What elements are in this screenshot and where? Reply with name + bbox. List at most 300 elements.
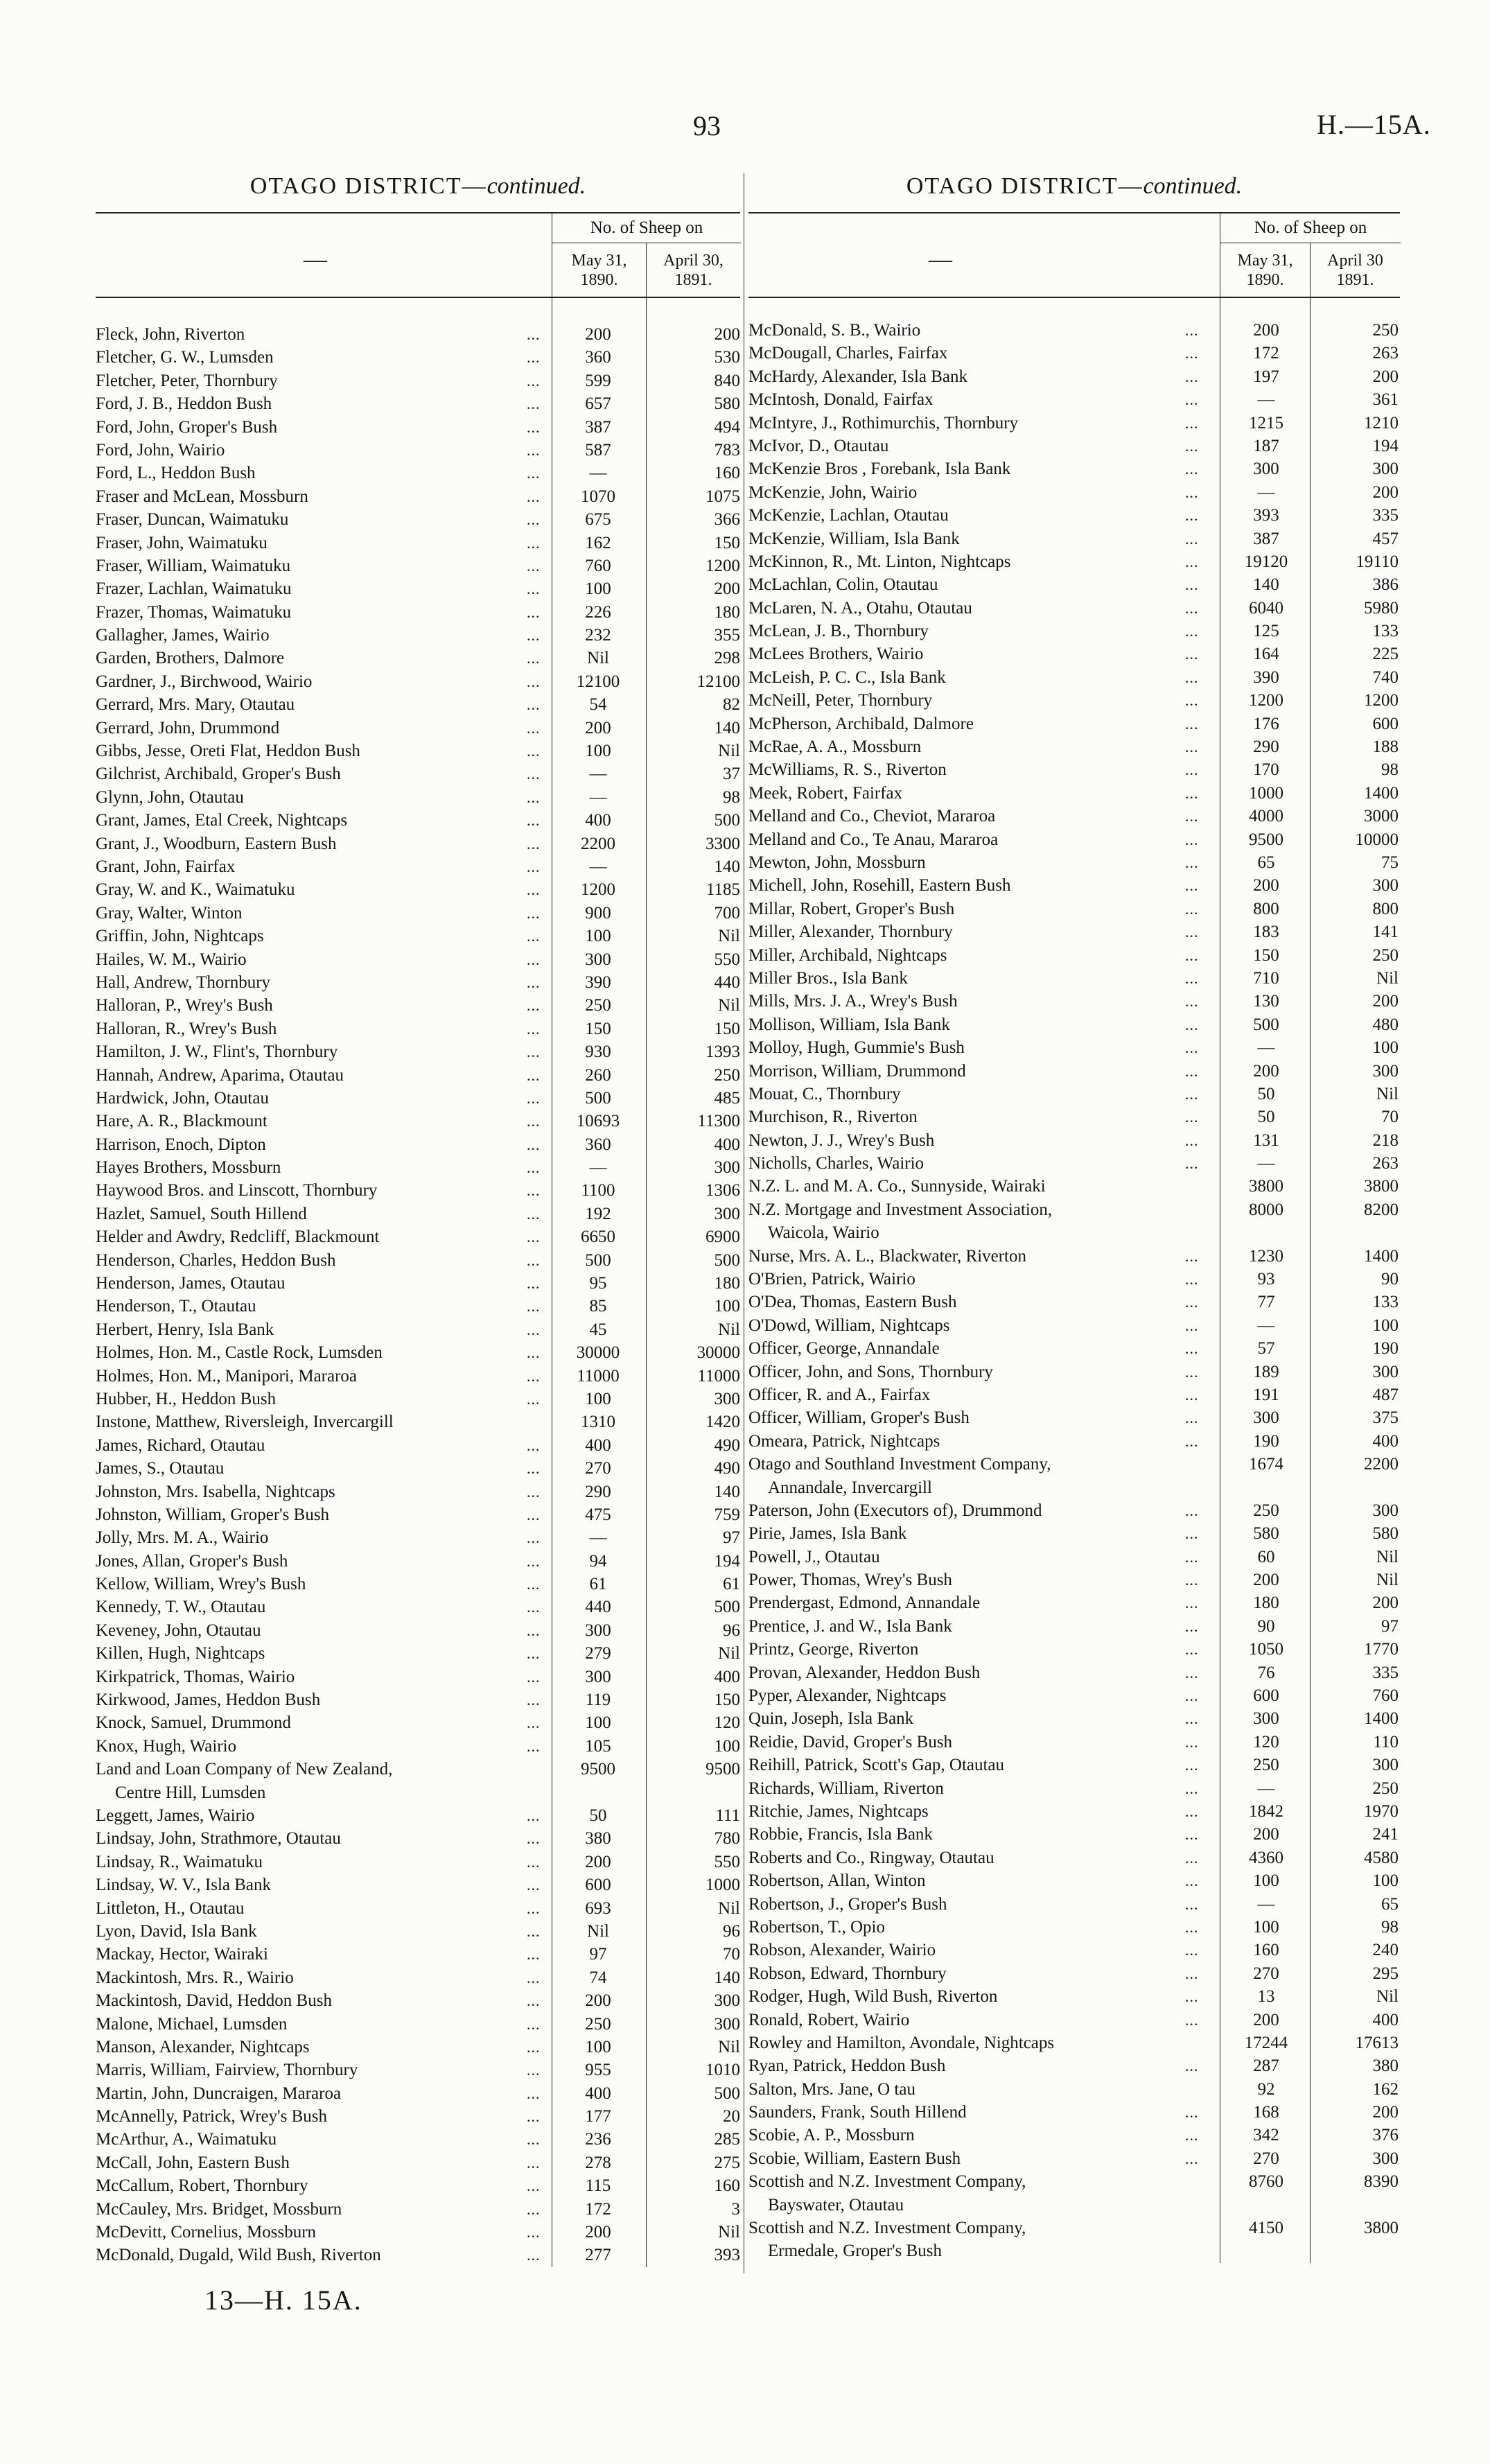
owner-name: Meek, Robert, Fairfax [748, 783, 903, 803]
sheep-count-1890: 13 [1257, 1987, 1275, 2007]
sheep-count-1890: 50 [1257, 1108, 1275, 1127]
owner-name: Ryan, Patrick, Heddon Bush [748, 2056, 946, 2076]
owner-name: Manson, Alexander, Nightcaps [96, 2037, 310, 2056]
sheep-count-1890: 65 [1257, 853, 1275, 872]
table-row [96, 1642, 740, 1665]
sheep-count-1890: 250 [585, 996, 611, 1015]
sheep-count-1891: 1306 [705, 1181, 740, 1200]
sheep-count-1890: 1050 [1249, 1640, 1283, 1659]
table-row [96, 1064, 740, 1087]
leader-dots: ... [1185, 1363, 1199, 1381]
owner-name: McLaren, N. A., Otahu, Otautau [748, 598, 972, 618]
leader-dots: ... [527, 1320, 541, 1338]
sheep-count-1891: 90 [1381, 1270, 1399, 1289]
owner-name: Fraser and McLean, Mossburn [96, 487, 308, 506]
sheep-count-1890: 85 [589, 1297, 607, 1316]
owner-name: Millar, Robert, Groper's Bush [748, 899, 955, 918]
leader-dots: ... [527, 1968, 541, 1986]
sheep-count-1891: 300 [1372, 460, 1399, 479]
leader-dots: ... [1185, 1826, 1199, 1844]
table-row [96, 1410, 740, 1433]
owner-name: Hailes, W. M., Wairio [96, 950, 247, 969]
sheep-count-1890: 760 [585, 556, 611, 575]
owner-name: Jolly, Mrs. M. A., Wairio [96, 1528, 269, 1548]
owner-name: Grant, John, Fairfax [96, 857, 236, 876]
sheep-count-1890: — [589, 764, 607, 784]
table-row [748, 2101, 1400, 2124]
owner-name: Scottish and N.Z. Investment Company, [748, 2219, 1026, 2238]
sheep-count-1891: 700 [714, 903, 740, 923]
owner-name: Rodger, Hugh, Wild Bush, Riverton [748, 1987, 998, 2007]
leader-dots: ... [1185, 692, 1199, 710]
sheep-count-1891: 150 [714, 1690, 740, 1710]
owner-name: Quin, Joseph, Isla Bank [748, 1709, 914, 1729]
sheep-count-1890: 1000 [1249, 783, 1283, 803]
sheep-count-1891: 780 [714, 1829, 740, 1849]
leader-dots: ... [1185, 784, 1199, 802]
sheep-count-1891: 19110 [1356, 552, 1399, 571]
sheep-count-1891: 12100 [696, 672, 740, 691]
leader-dots: ... [527, 904, 541, 922]
sheep-count-1890: 9500 [581, 1760, 615, 1779]
sheep-count-1891: 17613 [1355, 2033, 1399, 2052]
sheep-count-1891: 400 [714, 1135, 740, 1154]
leader-dots: ... [527, 1505, 541, 1523]
sheep-count-1890: 1200 [581, 880, 615, 900]
table-row [748, 1707, 1400, 1730]
table-row [748, 782, 1400, 805]
sheep-count-1890: 115 [585, 2176, 611, 2196]
table-row [96, 1873, 740, 1896]
table-row [748, 805, 1400, 828]
owner-name: Omeara, Patrick, Nightcaps [748, 1431, 940, 1451]
sheep-count-1890: 12100 [576, 672, 620, 691]
leader-dots: ... [527, 2246, 541, 2264]
sheep-count-1890: 100 [585, 1713, 611, 1733]
sheep-count-1890: 4360 [1249, 1848, 1283, 1867]
sheep-count-1890: 77 [1257, 1293, 1275, 1312]
leader-dots: ... [1185, 460, 1199, 478]
sheep-count-1890: 125 [1253, 622, 1279, 641]
sheep-count-1891: 1400 [1364, 1246, 1399, 1266]
owner-name: Henderson, James, Otautau [96, 1274, 286, 1293]
sheep-count-1890: 232 [585, 626, 611, 645]
sheep-count-1890: 61 [589, 1575, 607, 1594]
sheep-count-1891: Nil [1376, 1084, 1399, 1103]
leader-dots: ... [1185, 2011, 1199, 2029]
table-row [748, 1591, 1400, 1614]
table-row [748, 1175, 1400, 1198]
table-row [748, 1546, 1400, 1569]
left-title-italic: continued. [487, 173, 586, 199]
table-row [96, 855, 740, 878]
owner-name: Morrison, William, Drummond [748, 1061, 966, 1081]
table-row [96, 577, 740, 600]
sheep-count-1891: 1000 [705, 1876, 740, 1895]
leader-dots: ... [1185, 552, 1199, 570]
owner-name: Gilchrist, Archibald, Groper's Bush [96, 764, 341, 784]
sheep-count-1890: 6040 [1249, 598, 1283, 618]
sheep-count-1890: 387 [1253, 529, 1279, 548]
sheep-count-1890: 693 [585, 1898, 611, 1918]
sheep-count-1890: 475 [585, 1505, 611, 1524]
leader-dots: ... [527, 1714, 541, 1732]
owner-name: Hayes Brothers, Mossburn [96, 1158, 281, 1178]
table-row [748, 342, 1400, 365]
table-row [748, 1198, 1400, 1221]
table-row [96, 2128, 740, 2151]
leader-dots: ... [527, 1251, 541, 1269]
sheep-count-1891: 140 [714, 857, 740, 876]
owner-name: Fraser, Duncan, Waimatuku [96, 510, 289, 530]
leader-dots: ... [1185, 1964, 1199, 1982]
owner-name: Mackay, Hector, Wairaki [96, 1945, 268, 1964]
table-row [96, 1225, 740, 1248]
leader-dots: ... [527, 881, 541, 899]
leader-dots: ... [1185, 1316, 1199, 1334]
owner-name: Marris, William, Fairview, Thornbury [96, 2061, 358, 2080]
sheep-count-1890: 192 [585, 1204, 611, 1223]
sheep-count-1890: 1674 [1249, 1455, 1283, 1474]
table-row [748, 1453, 1400, 1476]
owner-name: Gibbs, Jesse, Oreti Flat, Heddon Bush [96, 742, 360, 761]
table-row [96, 439, 740, 462]
sheep-count-1891: 759 [714, 1505, 740, 1524]
owner-name: Mackintosh, David, Heddon Bush [96, 1991, 332, 2011]
table-row [748, 2009, 1400, 2032]
owner-name: Mackintosh, Mrs. R., Wairio [96, 1968, 294, 1987]
leader-dots: ... [527, 1159, 541, 1177]
leader-dots: ... [527, 326, 541, 343]
leader-dots: ... [527, 997, 541, 1015]
table-row [748, 550, 1400, 573]
sheep-count-1891: 250 [714, 1065, 740, 1085]
owner-name: Annandale, Invercargill [768, 1478, 932, 1497]
sheep-count-1891: 241 [1372, 1825, 1399, 1844]
owner-name: Robertson, T., Opio [748, 1917, 885, 1937]
sheep-count-1891: 250 [1372, 945, 1399, 965]
sheep-count-1891: Nil [718, 1320, 740, 1339]
table-row [96, 1966, 740, 1989]
sheep-count-1891: 393 [714, 2246, 740, 2265]
table-row [748, 758, 1400, 781]
table-row [96, 1503, 740, 1526]
leader-dots: ... [1185, 1131, 1199, 1149]
table-row [96, 346, 740, 369]
table-row [748, 1916, 1400, 1939]
sheep-count-1891: 11000 [697, 1366, 740, 1386]
sheep-count-1890: 200 [1253, 1571, 1279, 1590]
table-row [96, 2013, 740, 2036]
sheep-count-1890: 45 [589, 1320, 607, 1339]
table-row [96, 693, 740, 716]
sheep-count-1891: 375 [1372, 1408, 1399, 1428]
sheep-count-1890: 300 [585, 1667, 611, 1686]
sheep-count-1890: 600 [1253, 1686, 1279, 1706]
leader-dots: ... [527, 1691, 541, 1709]
leader-dots: ... [527, 2084, 541, 2102]
sheep-count-1891: 275 [714, 2153, 740, 2172]
leader-dots: ... [527, 2061, 541, 2079]
owner-name: Leggett, James, Wairio [96, 1806, 255, 1825]
table-row [96, 1735, 740, 1758]
sheep-count-1891: 150 [714, 533, 740, 552]
sheep-count-1890: 300 [585, 950, 611, 969]
sheep-count-1890: 250 [1253, 1501, 1279, 1520]
sheep-count-1891: 1400 [1364, 783, 1399, 803]
sheep-count-1891: 300 [1372, 1362, 1399, 1381]
sheep-count-1891: 133 [1372, 622, 1399, 641]
leader-dots: ... [527, 649, 541, 667]
table-row [748, 713, 1400, 735]
sheep-count-1890: Nil [587, 1921, 609, 1941]
table-row [748, 1661, 1400, 1684]
leader-dots: ... [1185, 1039, 1199, 1057]
right-table-title [748, 173, 1400, 212]
leader-dots: ... [1185, 946, 1199, 964]
sheep-count-1890: 50 [1257, 1084, 1275, 1103]
sheep-count-1890: 150 [585, 1019, 611, 1038]
leader-dots: ... [1185, 1108, 1199, 1126]
table-row [96, 948, 740, 971]
leader-dots: ... [527, 950, 541, 968]
sheep-count-1890: 100 [1253, 1871, 1279, 1891]
leader-dots: ... [527, 812, 541, 830]
table-row [96, 762, 740, 785]
owner-name: Kellow, William, Wrey's Bush [96, 1575, 306, 1594]
owner-name: Johnston, Mrs. Isabella, Nightcaps [96, 1482, 335, 1501]
owner-name: Mollison, William, Isla Bank [748, 1015, 950, 1034]
sheep-count-1890: — [589, 857, 607, 876]
leader-dots: ... [527, 1830, 541, 1848]
sheep-count-1891: 500 [714, 1250, 740, 1270]
sheep-count-1891: 1200 [705, 556, 740, 575]
sheep-count-1891: 783 [714, 440, 740, 460]
owner-name: McHardy, Alexander, Isla Bank [748, 367, 968, 386]
sheep-count-1891: 1770 [1364, 1640, 1399, 1659]
leader-dots: ... [527, 1344, 541, 1362]
owner-name: Salton, Mrs. Jane, O tau [748, 2079, 915, 2099]
owner-name: Scottish and N.Z. Investment Company, [748, 2172, 1026, 2192]
sheep-count-1890: 100 [585, 927, 611, 946]
owner-name: Officer, George, Annandale [748, 1339, 940, 1358]
owner-name: Miller, Alexander, Thornbury [748, 923, 953, 942]
table-row [96, 1943, 740, 1966]
sheep-count-1890: 189 [1253, 1362, 1279, 1381]
leader-dots: ... [1185, 1710, 1199, 1728]
owner-name: James, Richard, Otautau [96, 1435, 265, 1455]
owner-name: Land and Loan Company of New Zealand, [96, 1760, 393, 1779]
sheep-count-1891: Nil [718, 996, 740, 1015]
table-row [96, 1388, 740, 1410]
table-row [748, 643, 1400, 665]
leader-dots: ... [527, 1089, 541, 1107]
leader-dots: ... [1185, 1270, 1199, 1288]
sheep-count-1890: 100 [585, 579, 611, 599]
table-row [96, 1318, 740, 1341]
leader-dots: ... [527, 1135, 541, 1153]
left-table-header [96, 212, 740, 298]
sheep-count-1890: 97 [589, 1945, 607, 1964]
sheep-count-1891: 300 [714, 1389, 740, 1408]
owner-name: McCallum, Robert, Thornbury [96, 2176, 308, 2196]
table-row [96, 1203, 740, 1225]
leader-dots: ... [527, 1066, 541, 1084]
sheep-count-1891: 100 [714, 1736, 740, 1756]
sheep-count-1891: 1200 [1364, 691, 1399, 710]
owner-name: McIntosh, Donald, Fairfax [748, 390, 934, 410]
leader-dots: ... [1185, 900, 1199, 918]
sheep-count-1891: 361 [1372, 390, 1399, 410]
sheep-count-1890: 300 [1253, 460, 1279, 479]
table-row [748, 1499, 1400, 1522]
owner-name: Ford, J. B., Heddon Bush [96, 394, 272, 414]
owner-name: Hare, A. R., Blackmount [96, 1112, 268, 1131]
table-row [96, 2059, 740, 2081]
owner-name: Reihill, Patrick, Scott's Gap, Otautau [748, 1756, 1005, 1775]
sheep-count-1890: 675 [585, 510, 611, 530]
leader-dots: ... [1185, 2057, 1199, 2075]
sheep-count-1891: 100 [1372, 1316, 1399, 1335]
owner-name: Printz, George, Riverton [748, 1640, 919, 1659]
sheep-count-1890: 200 [585, 718, 611, 737]
owner-name: O'Dowd, William, Nightcaps [748, 1316, 950, 1335]
owner-name: Powell, J., Otautau [748, 1547, 880, 1566]
owner-name: Grant, J., Woodburn, Eastern Bush [96, 834, 337, 853]
table-row [96, 1920, 740, 1943]
sheep-count-1891: 300 [714, 2014, 740, 2034]
sheep-count-1890: 300 [1253, 1709, 1279, 1729]
sheep-count-1891: 487 [1372, 1385, 1399, 1404]
sheep-count-1890: 900 [585, 903, 611, 923]
leader-dots: ... [527, 1922, 541, 1940]
owner-name: Fletcher, G. W., Lumsden [96, 348, 274, 367]
leader-dots: ... [527, 2038, 541, 2056]
leader-dots: ... [1185, 344, 1199, 362]
owner-name: Ford, L., Heddon Bush [96, 464, 256, 483]
table-row [748, 1406, 1400, 1429]
sheep-count-1891: 457 [1372, 529, 1399, 548]
owner-name: Michell, John, Rosehill, Eastern Bush [748, 876, 1011, 895]
table-row [748, 1221, 1400, 1244]
owner-name: Fletcher, Peter, Thornbury [96, 371, 278, 390]
table-row [96, 1272, 740, 1295]
table-row [96, 809, 740, 832]
table-row [96, 1110, 740, 1133]
leader-dots: ... [527, 1367, 541, 1385]
leader-dots: ... [527, 1112, 541, 1130]
table-row [748, 388, 1400, 411]
table-row [748, 2170, 1400, 2193]
table-row [748, 1430, 1400, 1453]
sheep-count-1891: 111 [715, 1806, 740, 1825]
sheep-count-1891: 800 [1372, 899, 1399, 918]
table-row [748, 1314, 1400, 1337]
sheep-count-1891: 580 [714, 394, 740, 414]
owner-name: Lindsay, W. V., Isla Bank [96, 1876, 272, 1895]
sheep-count-1890: 360 [585, 1135, 611, 1154]
owner-name: Scobie, A. P., Mossburn [748, 2126, 915, 2145]
owner-name: Paterson, John (Executors of), Drummond [748, 1501, 1042, 1520]
leader-dots: ... [527, 1992, 541, 2010]
sheep-count-1890: 393 [1253, 506, 1279, 525]
owner-name: Robson, Edward, Thornbury [748, 1964, 947, 1983]
sheep-count-1890: Nil [587, 649, 609, 668]
sheep-count-1890: 380 [585, 1829, 611, 1849]
owner-name: Prendergast, Edmond, Annandale [748, 1593, 981, 1613]
table-row [96, 1087, 740, 1110]
sheep-count-1890: 57 [1257, 1339, 1275, 1358]
sheep-count-1890: — [1257, 1038, 1275, 1058]
table-row [748, 620, 1400, 643]
sheep-count-1890: 3800 [1249, 1177, 1283, 1196]
table-row [96, 2105, 740, 2128]
sheep-count-1890: 190 [1253, 1431, 1279, 1451]
owner-name: Ronald, Robert, Wairio [748, 2010, 910, 2029]
leader-dots: ... [527, 349, 541, 367]
owner-name: Officer, R. and A., Fairfax [748, 1385, 931, 1404]
sheep-count-1890: 170 [1253, 760, 1279, 780]
table-row [96, 1295, 740, 1318]
table-row [748, 1800, 1400, 1823]
leader-dots: ... [527, 1043, 541, 1061]
table-row [748, 2124, 1400, 2147]
sheep-count-1891: 300 [714, 1158, 740, 1178]
table-row [748, 1361, 1400, 1383]
owner-name: Pirie, James, Isla Bank [748, 1524, 907, 1544]
table-row [748, 1962, 1400, 1985]
leader-dots: ... [527, 1436, 541, 1454]
leader-dots: ... [527, 1876, 541, 1894]
sheep-count-1891: 335 [1372, 506, 1399, 525]
leader-dots: ... [1185, 877, 1199, 895]
sheep-count-1890: 10693 [576, 1112, 620, 1131]
leader-dots: ... [527, 441, 541, 459]
sheep-count-1890: 200 [585, 325, 611, 344]
table-row [748, 851, 1400, 874]
table-row [96, 717, 740, 740]
owner-name: McKenzie Bros , Forebank, Isla Bank [748, 460, 1011, 479]
sheep-count-1890: — [1257, 1779, 1275, 1798]
owner-name: Hubber, H., Heddon Bush [96, 1389, 277, 1408]
owner-name: Malone, Michael, Lumsden [96, 2014, 288, 2034]
sheep-count-1890: 390 [585, 972, 611, 992]
table-row [748, 689, 1400, 712]
owner-name: Officer, John, and Sons, Thornbury [748, 1362, 993, 1381]
sheep-count-1891: 530 [714, 348, 740, 367]
sheep-count-1891: 335 [1372, 1663, 1399, 1682]
owner-name: Frazer, Thomas, Waimatuku [96, 602, 292, 622]
owner-name: Griffin, John, Nightcaps [96, 927, 264, 946]
left-table-body [96, 298, 740, 2267]
table-row [748, 1684, 1400, 1707]
sheep-count-1891: 120 [714, 1713, 740, 1733]
sheep-count-1891: 1185 [705, 880, 740, 900]
leader-dots: ... [527, 395, 541, 413]
table-row [96, 2198, 740, 2221]
sheep-count-1891: 200 [1372, 482, 1399, 502]
table-row [748, 1291, 1400, 1313]
sheep-count-1890: 440 [585, 1598, 611, 1617]
sheep-count-1891: 10000 [1355, 830, 1399, 849]
sheep-count-1891: 160 [714, 464, 740, 483]
sheep-count-1890: 279 [585, 1644, 611, 1663]
table-row [96, 2174, 740, 2197]
leader-dots: ... [527, 557, 541, 575]
leader-dots: ... [527, 1598, 541, 1616]
sheep-count-1891: Nil [1376, 1987, 1399, 2007]
sheep-count-1890: 9500 [1249, 830, 1283, 849]
